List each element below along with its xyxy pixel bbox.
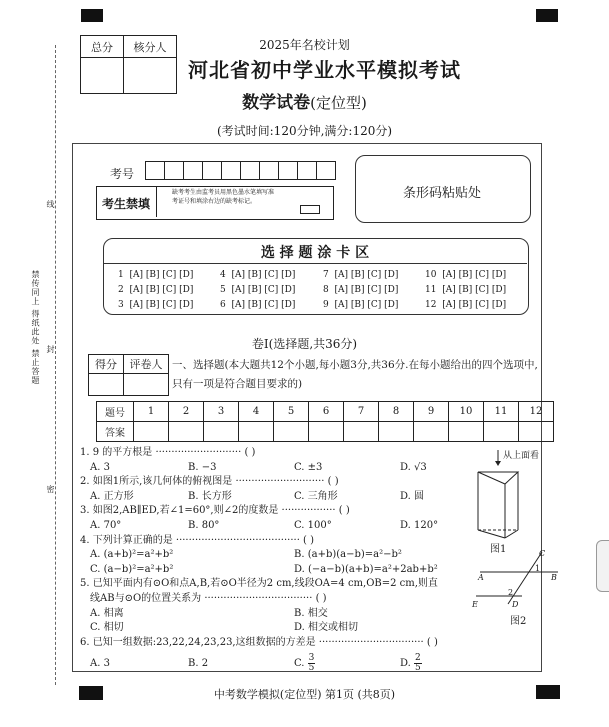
binding-line xyxy=(55,45,56,685)
score-box-reviewer-label: 核分人 xyxy=(124,36,177,58)
id-digit-box[interactable] xyxy=(203,161,222,180)
prohibited-divider xyxy=(156,187,157,217)
section-score-cell xyxy=(89,374,124,396)
answer-table-num: 8 xyxy=(379,402,414,422)
answer-table-num: 10 xyxy=(449,402,484,422)
id-digit-box[interactable] xyxy=(317,161,336,180)
answer-row[interactable]: 8 [A] [B] [C] [D] xyxy=(323,285,399,295)
corner-mark-top-right xyxy=(536,9,558,22)
question-5-stem-2: 线AB与⊙O的位置关系为 ·································· ( ) xyxy=(90,592,327,604)
figure-1-view-label: 从上面看 xyxy=(503,451,540,461)
side-text-binding: 线 xyxy=(46,200,55,209)
answer-row[interactable]: 6 [A] [B] [C] [D] xyxy=(220,300,296,310)
side-text-inner: 密 xyxy=(46,485,55,494)
question-5-options-2 xyxy=(80,621,438,636)
question-6-options xyxy=(80,654,438,673)
option: A. 3 xyxy=(90,658,110,670)
option: A. 正方形 xyxy=(90,490,134,502)
option: B. −3 xyxy=(188,461,217,473)
id-digit-box[interactable] xyxy=(298,161,317,180)
option: D. 相交或相切 xyxy=(294,622,359,634)
question-3-stem: 3. 如图2,AB∥ED,若∠1=60°,则∠2的度数是 ················· ( ) xyxy=(80,505,350,517)
option: B. 相交 xyxy=(294,607,328,619)
answer-table-num: 11 xyxy=(484,402,519,422)
option: D. 圆 xyxy=(400,490,425,502)
option: B. 80° xyxy=(188,519,220,531)
answer-cell[interactable] xyxy=(204,422,239,442)
question-4-options xyxy=(80,548,438,563)
exam-info: (考试时间:120分钟,满分:120分) xyxy=(216,124,393,138)
answer-row[interactable]: 2 [A] [B] [C] [D] xyxy=(118,285,194,295)
answer-cell[interactable] xyxy=(484,422,519,442)
section-score-label: 得分 xyxy=(89,355,124,374)
section-score-box xyxy=(88,354,169,396)
id-digit-box[interactable] xyxy=(222,161,241,180)
answer-cell[interactable] xyxy=(169,422,204,442)
fraction-d: $\frac{2}{5}$ xyxy=(415,653,421,674)
page-subtitle xyxy=(0,88,609,113)
figure-2-caption: 图2 xyxy=(510,616,527,627)
answer-cell[interactable] xyxy=(239,422,274,442)
view-arrowhead xyxy=(495,461,501,466)
option: B. 长方形 xyxy=(188,490,232,502)
answer-row[interactable]: 3 [A] [B] [C] [D] xyxy=(118,300,194,310)
answer-card-divider xyxy=(103,263,527,264)
option: C. (a−b)²=a²+b² xyxy=(90,563,174,575)
section-grader-cell xyxy=(124,374,169,396)
side-tab xyxy=(596,540,609,592)
question-5-stem: 5. 已知平面内有⊙O和点A,B,若⊙O半径为2 cm,线段OA=4 cm,OB=2 cm,则直 xyxy=(80,578,438,590)
answer-row[interactable]: 4 [A] [B] [C] [D] xyxy=(220,270,296,280)
answer-cell[interactable] xyxy=(519,422,554,442)
option: A. 相离 xyxy=(90,607,124,619)
questions xyxy=(80,446,438,673)
option-c: C. $\frac{3}{5}$ xyxy=(294,653,315,674)
figure-2-label-1: 1 xyxy=(535,564,541,573)
option: D. (−a−b)(a+b)=a²+2ab+b² xyxy=(294,563,438,575)
question-2-stem: 2. 如图1所示,该几何体的俯视图是 ···························· ( ) xyxy=(80,476,339,488)
answer-table-num: 5 xyxy=(274,402,309,422)
answer-table-num: 7 xyxy=(344,402,379,422)
answer-table-num: 1 xyxy=(134,402,169,422)
prism-top xyxy=(478,472,518,484)
answer-card-title: 选 择 题 涂 卡 区 xyxy=(260,245,370,261)
option: C. ±3 xyxy=(294,461,323,473)
figure-1 xyxy=(470,446,550,554)
option: D. √3 xyxy=(400,461,427,473)
id-digit-box[interactable] xyxy=(145,161,165,180)
question-1-options xyxy=(80,461,438,476)
option: A. (a+b)²=a²+b² xyxy=(90,549,174,561)
option-d: D. $\frac{2}{5}$ xyxy=(400,653,421,674)
answer-card-column xyxy=(323,268,398,313)
score-box-total-label: 总分 xyxy=(81,36,124,58)
answer-cell[interactable] xyxy=(274,422,309,442)
answer-card-column xyxy=(425,268,506,313)
corner-mark-top-left xyxy=(81,9,103,22)
question-4-options-2 xyxy=(80,563,438,578)
answer-table-header: 题号 xyxy=(97,402,134,422)
year-line: 2025年名校计划 xyxy=(259,38,350,52)
figure-2-label-b: B xyxy=(551,573,557,582)
id-digit-box[interactable] xyxy=(241,161,260,180)
question-2-options xyxy=(80,490,438,505)
answer-table-num: 2 xyxy=(169,402,204,422)
section-instruction: 一、选择题(本大题共12个小题,每小题3分,共36分.在每小题给出的四个选项中,只有一项是符合题目要求的) xyxy=(172,359,538,390)
answer-row[interactable]: 10 [A] [B] [C] [D] xyxy=(425,270,507,280)
candidate-id-label: 考号 xyxy=(110,167,135,181)
answer-table-num: 4 xyxy=(239,402,274,422)
prohibited-note: 缺考考生由监考员用黑色墨水笔填写准考证号和填涂右边的缺考标记。 xyxy=(172,189,275,205)
page-footer: 中考数学模拟(定位型) 第1页 (共8页) xyxy=(213,688,396,701)
answer-card-column xyxy=(118,268,193,313)
prism-edge xyxy=(505,530,518,538)
subtitle-main: 数学试卷 xyxy=(242,93,311,113)
answer-table-num: 12 xyxy=(519,402,554,422)
answer-card-column xyxy=(220,268,295,313)
question-1-stem: 1. 9 的平方根是 ··························· ( ) xyxy=(80,447,256,458)
answer-row[interactable]: 12 [A] [B] [C] [D] xyxy=(425,300,507,310)
fraction-c: $\frac{3}{5}$ xyxy=(308,653,315,674)
option: B. 2 xyxy=(188,658,209,670)
section-grader-label: 评卷人 xyxy=(124,355,169,374)
side-text-warning: 禁传同上 得纸此处 禁止答题 xyxy=(31,270,40,386)
answer-table-num: 3 xyxy=(204,402,239,422)
candidate-id-boxes[interactable] xyxy=(145,161,336,180)
answer-cell[interactable] xyxy=(449,422,484,442)
option: D. 120° xyxy=(400,519,439,531)
answer-row[interactable]: 7 [A] [B] [C] [D] xyxy=(323,270,399,280)
option: C. 100° xyxy=(294,519,332,531)
answer-cell[interactable] xyxy=(379,422,414,442)
id-digit-box[interactable] xyxy=(184,161,203,180)
answer-row[interactable]: 9 [A] [B] [C] [D] xyxy=(323,300,399,310)
prohibited-label: 考生禁填 xyxy=(102,197,151,211)
answer-table-num: 9 xyxy=(414,402,449,422)
question-4-stem: 4. 下列计算正确的是 ······································· ( ) xyxy=(80,534,315,546)
option: B. (a+b)(a−b)=a²−b² xyxy=(294,549,402,561)
figure-1-caption: 图1 xyxy=(490,544,507,555)
transversal xyxy=(508,552,542,604)
question-3-options xyxy=(80,519,438,534)
option: A. 70° xyxy=(90,519,122,531)
answer-table-num: 6 xyxy=(309,402,344,422)
prism-edge xyxy=(478,530,505,538)
answer-cell[interactable] xyxy=(309,422,344,442)
absent-mark-box[interactable] xyxy=(300,205,320,214)
answer-cell[interactable] xyxy=(414,422,449,442)
answer-row[interactable]: 1 [A] [B] [C] [D] xyxy=(118,270,194,280)
figure-2-label-2: 2 xyxy=(508,588,514,597)
page-title: 河北省初中学业水平模拟考试 xyxy=(188,58,461,82)
option: C. 相切 xyxy=(90,622,124,634)
answer-table-answer-label: 答案 xyxy=(97,422,134,442)
id-digit-box[interactable] xyxy=(165,161,184,180)
subtitle-tag: (定位型) xyxy=(310,94,367,112)
option: A. 3 xyxy=(90,461,110,473)
figure-2-label-d: D xyxy=(512,600,519,609)
figure-2-label-e: E xyxy=(472,600,478,609)
figure-2-label-c: C xyxy=(539,549,546,558)
figure-2-label-a: A xyxy=(478,573,484,582)
answer-row[interactable]: 5 [A] [B] [C] [D] xyxy=(220,285,296,295)
answer-row[interactable]: 11 [A] [B] [C] [D] xyxy=(425,285,507,295)
barcode-label: 条形码粘贴处 xyxy=(402,186,481,201)
answer-cell[interactable] xyxy=(134,422,169,442)
id-digit-box[interactable] xyxy=(260,161,279,180)
side-text-seal: 封 xyxy=(46,345,55,354)
question-5-options xyxy=(80,607,438,622)
question-6-stem: 6. 已知一组数据:23,22,24,23,23,这组数据的方差是 ································· ( ) xyxy=(80,636,438,648)
answer-table xyxy=(96,401,554,442)
answer-cell[interactable] xyxy=(344,422,379,442)
option: C. 三角形 xyxy=(294,490,338,502)
id-digit-box[interactable] xyxy=(279,161,298,180)
section-heading: 卷Ⅰ(选择题,共36分) xyxy=(251,337,358,351)
